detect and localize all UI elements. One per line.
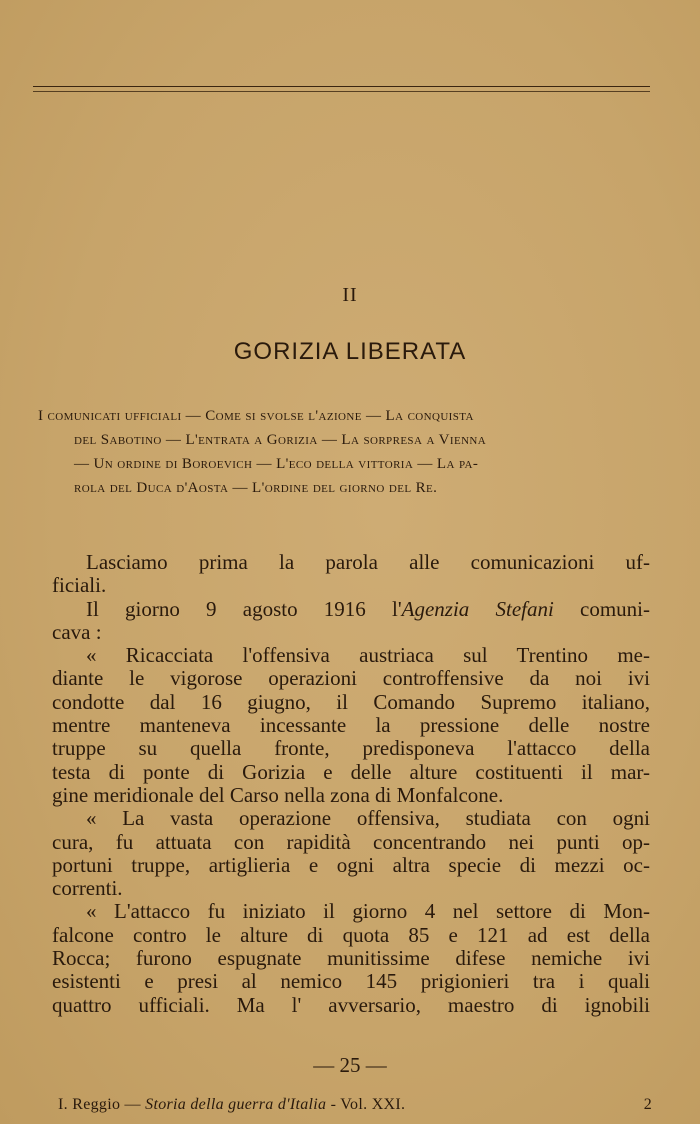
footer-author: I. Reggio — xyxy=(58,1096,146,1113)
text-line: Rocca; furono espugnate munitissime difese nemiche ivi xyxy=(52,946,650,971)
text-line: cava : xyxy=(52,619,102,644)
footer-volume: - Vol. XXI. xyxy=(326,1096,406,1113)
footer-book-title: Storia della guerra d'Italia xyxy=(145,1096,327,1113)
text-line: falcone contro le alture di quota 85 e 121 ad est della xyxy=(52,922,650,947)
summary-line: I comunicati ufficiali — Come si svolse l'azione — La conquista xyxy=(38,408,474,424)
text-line: truppe su quella fronte, predisponeva l'attacco della xyxy=(52,736,650,761)
text-line: ficiali. xyxy=(52,573,107,598)
text-line: testa di ponte di Gorizia e delle alture costituenti il mar- xyxy=(52,759,650,784)
text-line: diante le vigorose operazioni controffensive da noi ivi xyxy=(52,666,650,691)
text-line xyxy=(52,598,650,621)
chapter-title: GORIZIA LIBERATA xyxy=(233,338,467,365)
text-line: correnti. xyxy=(52,876,123,901)
text-line: « La vasta operazione offensiva, studiata con ogni xyxy=(86,806,650,831)
text-line: « L'attacco fu iniziato il giorno 4 nel settore di Mon- xyxy=(86,899,650,924)
page-number: — 25 — xyxy=(313,1053,387,1077)
text-line: portuni truppe, artiglieria e ogni altra specie di mezzi oc- xyxy=(52,852,650,877)
text-line: esistenti e presi al nemico 145 prigionieri tra i quali xyxy=(52,969,650,994)
text-line: quattro ufficiali. Ma l' avversario, maestro di ignobili xyxy=(52,992,650,1017)
running-footer xyxy=(58,1096,658,1114)
text-line: condotte dal 16 giugno, il Comando Supremo italiano, xyxy=(52,689,650,714)
text-line: cura, fu attuata con rapidità concentrando nei punti op- xyxy=(52,829,650,854)
summary-line: — Un ordine di Boroevich — L'eco della vittoria — La pa- xyxy=(74,456,479,472)
top-rule-thin xyxy=(33,91,650,92)
signature-mark: 2 xyxy=(643,1096,652,1113)
text-line: Lasciamo prima la parola alle comunicazioni uf- xyxy=(86,550,650,574)
chapter-number: II xyxy=(342,284,358,306)
text-line: « Ricacciata l'offensiva austriaca sul Trentino me- xyxy=(86,643,650,668)
body-text xyxy=(52,551,650,1017)
text-span: comuni- xyxy=(553,596,650,621)
text-line: gine meridionale del Carso nella zona di Monfalcone. xyxy=(52,782,504,807)
text-span: Il giorno 9 agosto 1916 l' xyxy=(86,596,402,621)
top-rule xyxy=(33,86,650,87)
text-line: mentre manteneva incessante la pressione delle nostre xyxy=(52,713,650,738)
agency-name: Agenzia Stefani xyxy=(401,596,554,621)
chapter-summary xyxy=(38,404,652,500)
summary-line: rola del Duca d'Aosta — L'ordine del giorno del Re. xyxy=(74,480,438,496)
summary-line: del Sabotino — L'entrata a Gorizia — La sorpresa a Vienna xyxy=(74,432,487,448)
